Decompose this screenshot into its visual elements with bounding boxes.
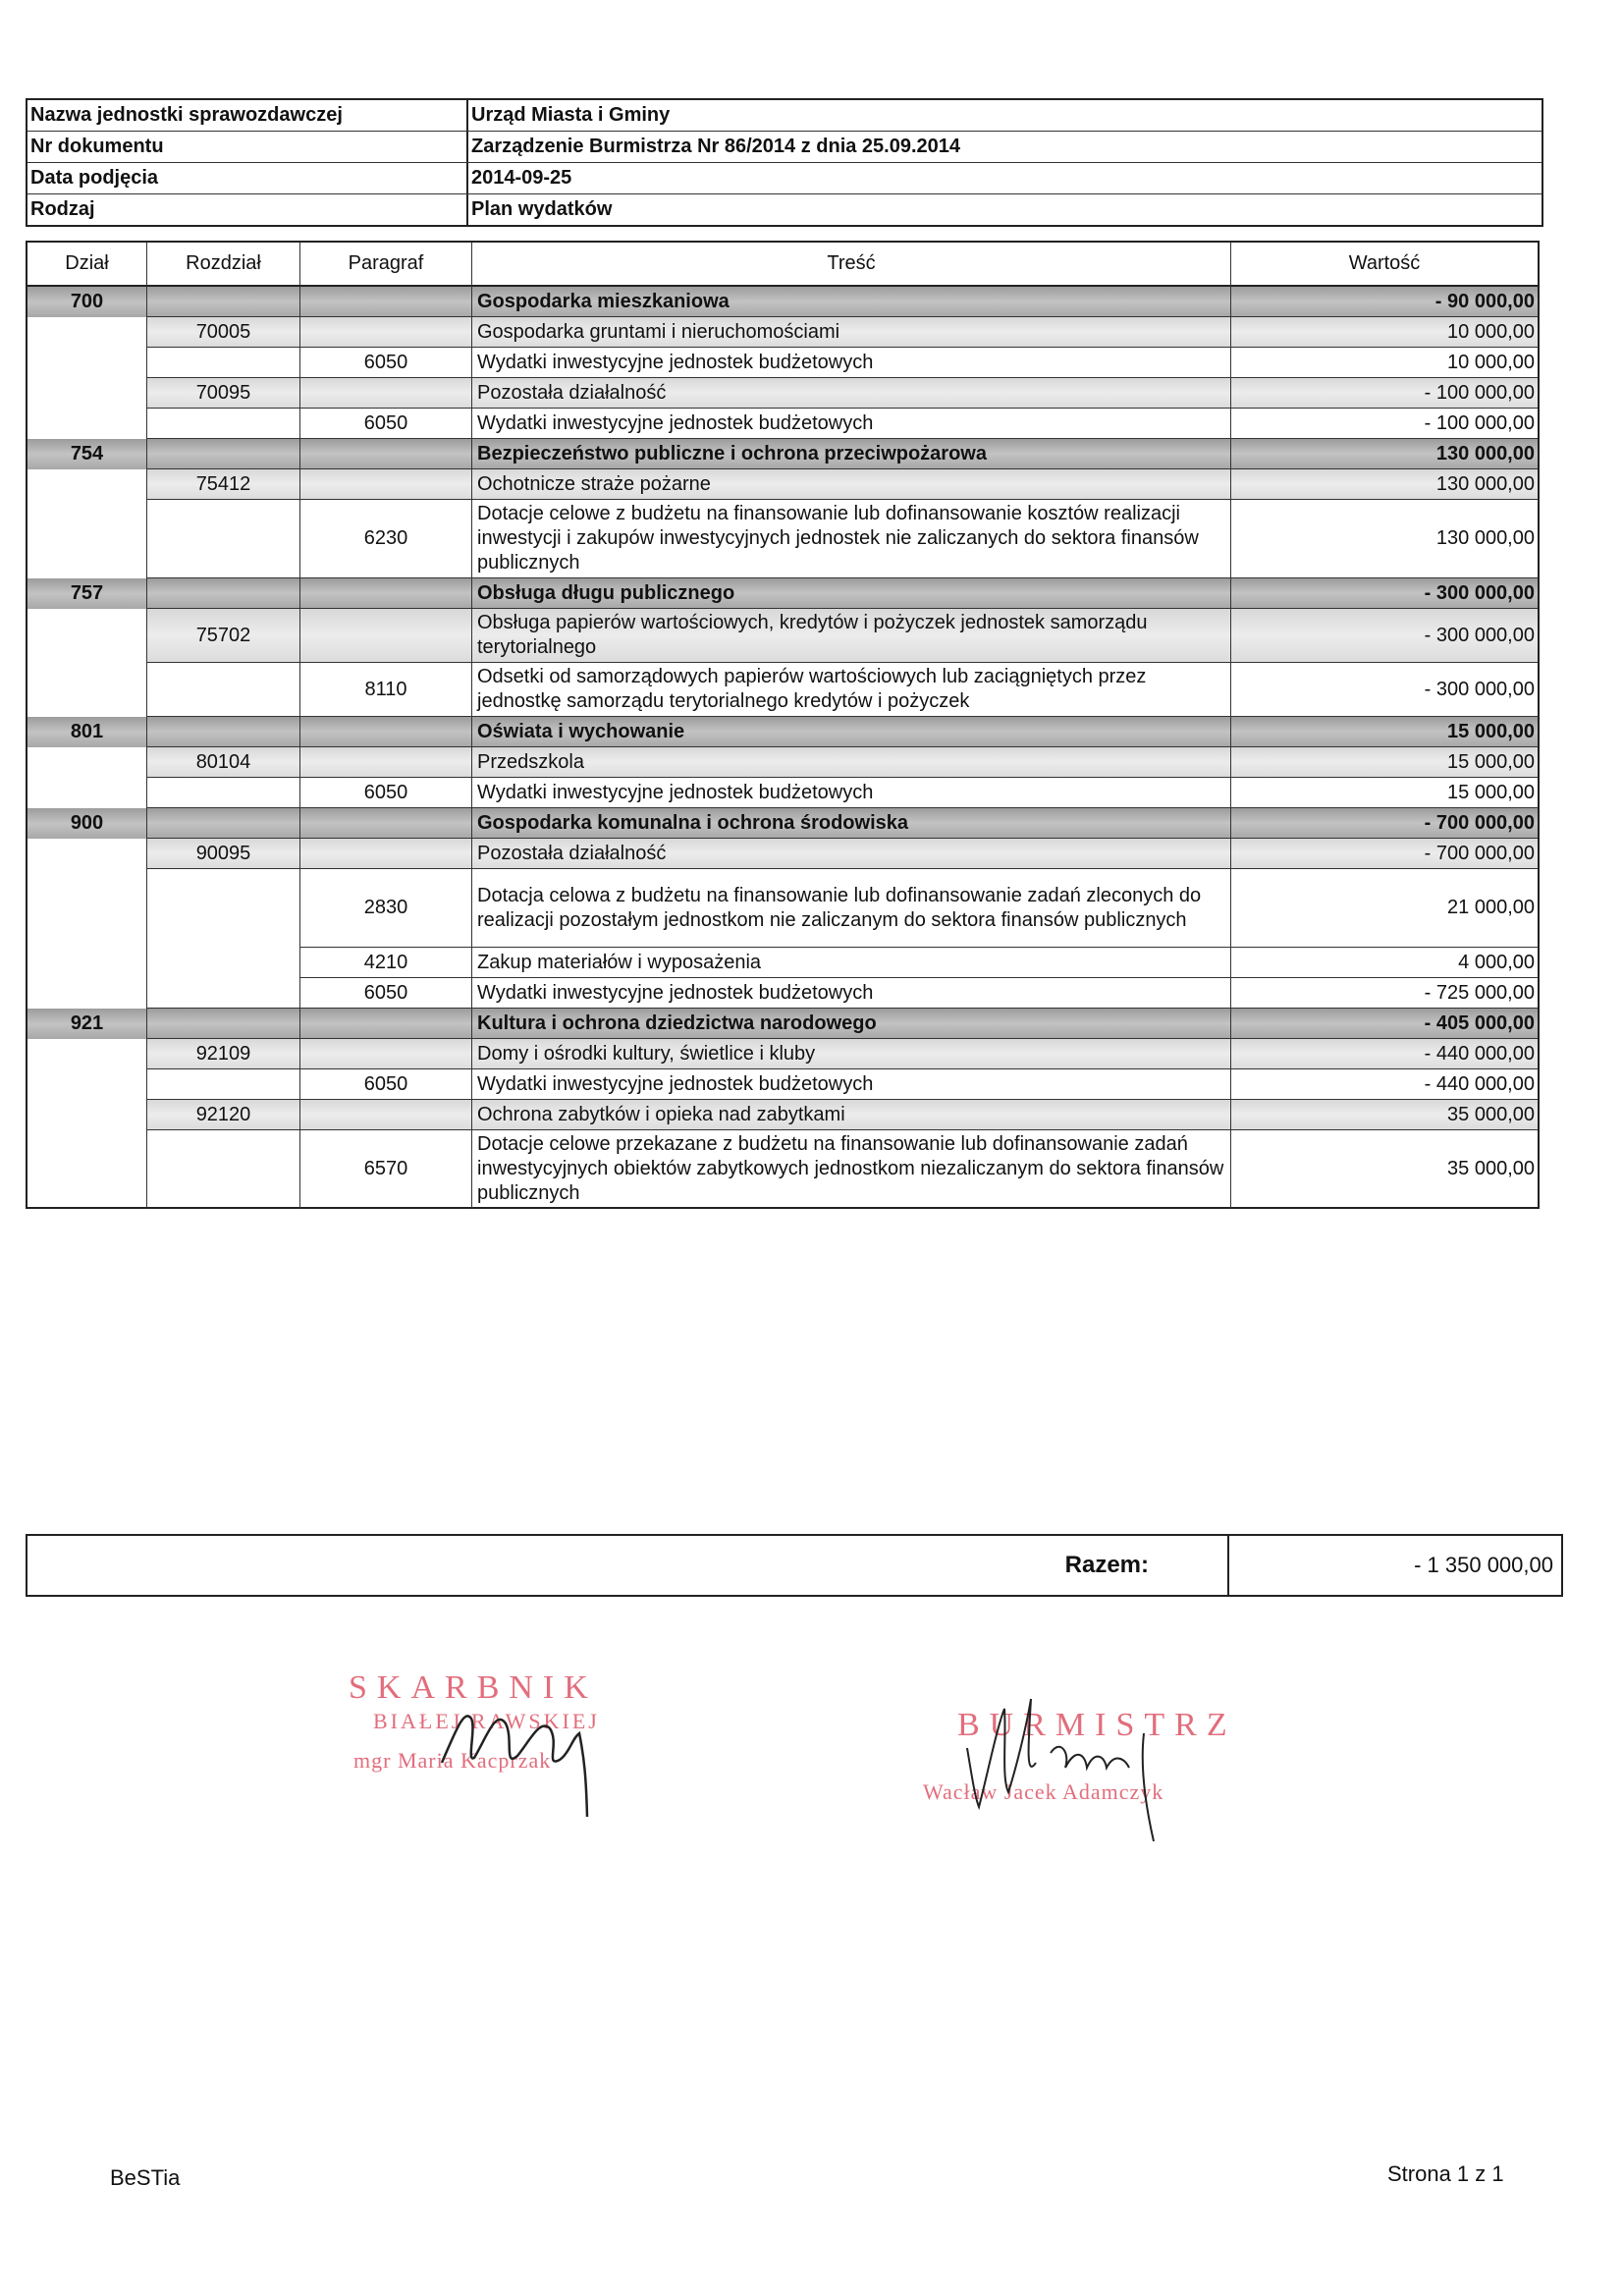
cell-tresc: Dotacje celowe z budżetu na finansowanie lub dofinansowanie kosztów realizacji inwestycji i zakupów inwestycyjnych jednostek nie zaliczanych do sektora finansów publicznych [472, 500, 1231, 578]
treasurer-stamp-subtitle: BIAŁEJ RAWSKIEJ [373, 1709, 600, 1733]
cell-rozdzial: 75702 [147, 609, 300, 663]
cell-tresc: Pozostała działalność [472, 378, 1231, 409]
cell-tresc: Obsługa długu publicznego [472, 578, 1231, 609]
cell-wartosc: 15 000,00 [1231, 747, 1538, 778]
cell-rozdzial [147, 778, 300, 808]
table-header [26, 241, 1540, 287]
cell-dzial [27, 1130, 147, 1209]
cell-paragraf [300, 747, 472, 778]
cell-paragraf [300, 378, 472, 409]
cell-paragraf [300, 609, 472, 663]
table-row-roz [26, 317, 1540, 348]
cell-rozdzial: 92109 [147, 1039, 300, 1069]
cell-rozdzial [147, 663, 300, 717]
cell-tresc: Domy i ośrodki kultury, świetlice i kluby [472, 1039, 1231, 1069]
info-value: Urząd Miasta i Gminy [471, 104, 671, 126]
cell-dzial: 754 [27, 439, 147, 469]
cell-rozdzial [147, 717, 300, 747]
table-body [26, 287, 1540, 1209]
cell-rozdzial [147, 978, 300, 1009]
cell-tresc: Odsetki od samorządowych papierów wartościowych lub zaciągniętych przez jednostkę samorządu terytorialnego kredytów i pożyczek [472, 663, 1231, 717]
treasurer-stamp [349, 1669, 633, 1817]
info-value: Zarządzenie Burmistrza Nr 86/2014 z dnia 25.09.2014 [471, 136, 961, 157]
cell-paragraf [300, 1039, 472, 1069]
cell-paragraf [300, 317, 472, 348]
column-header-rozdzial: Rozdział [147, 243, 300, 287]
cell-tresc: Wydatki inwestycyjne jednostek budżetowych [472, 778, 1231, 808]
table-row-par [26, 409, 1540, 439]
cell-tresc: Gospodarka gruntami i nieruchomościami [472, 317, 1231, 348]
cell-dzial [27, 609, 147, 663]
footer-page-number: Strona 1 z 1 [1387, 2161, 1504, 2186]
cell-tresc: Oświata i wychowanie [472, 717, 1231, 747]
info-value: 2014-09-25 [471, 167, 572, 189]
cell-rozdzial: 90095 [147, 839, 300, 869]
cell-wartosc: 130 000,00 [1231, 500, 1538, 578]
cell-dzial [27, 869, 147, 948]
cell-dzial [27, 317, 147, 348]
cell-paragraf: 4210 [300, 948, 472, 978]
cell-wartosc: - 700 000,00 [1231, 839, 1538, 869]
table-row-dzial [26, 578, 1540, 609]
cell-paragraf [300, 439, 472, 469]
treasurer-stamp-name: mgr Maria Kacprzak [353, 1748, 552, 1773]
cell-dzial [27, 500, 147, 578]
cell-dzial: 757 [27, 578, 147, 609]
cell-rozdzial [147, 948, 300, 978]
cell-wartosc: - 405 000,00 [1231, 1009, 1538, 1039]
treasurer-stamp-title: SKARBNIK [349, 1669, 598, 1706]
cell-dzial [27, 409, 147, 439]
table-row-dzial [26, 808, 1540, 839]
cell-dzial [27, 747, 147, 778]
cell-paragraf [300, 578, 472, 609]
cell-paragraf: 6050 [300, 409, 472, 439]
treasurer-signature [349, 1669, 633, 1817]
mayor-stamp [918, 1669, 1242, 1841]
table-row-roz [26, 378, 1540, 409]
cell-rozdzial [147, 287, 300, 317]
cell-paragraf [300, 1100, 472, 1130]
cell-wartosc: - 300 000,00 [1231, 609, 1538, 663]
cell-tresc: Gospodarka mieszkaniowa [472, 287, 1231, 317]
cell-dzial [27, 978, 147, 1009]
table-row-par [26, 1130, 1540, 1209]
cell-dzial [27, 663, 147, 717]
cell-rozdzial [147, 348, 300, 378]
cell-paragraf [300, 808, 472, 839]
table-row-roz [26, 1100, 1540, 1130]
table-row-dzial [26, 287, 1540, 317]
column-header-tresc: Treść [472, 243, 1231, 287]
cell-wartosc: - 100 000,00 [1231, 378, 1538, 409]
table-row-par [26, 348, 1540, 378]
cell-rozdzial: 80104 [147, 747, 300, 778]
cell-dzial [27, 1069, 147, 1100]
document-info-table [26, 98, 1543, 227]
cell-wartosc: 130 000,00 [1231, 469, 1538, 500]
cell-paragraf [300, 717, 472, 747]
column-header-dzial: Dział [27, 243, 147, 287]
table-row-dzial [26, 439, 1540, 469]
cell-wartosc: - 440 000,00 [1231, 1069, 1538, 1100]
total-value: - 1 350 000,00 [1414, 1553, 1553, 1577]
cell-rozdzial [147, 500, 300, 578]
info-row-type [27, 194, 1542, 225]
cell-dzial: 900 [27, 808, 147, 839]
cell-wartosc: - 700 000,00 [1231, 808, 1538, 839]
table-row-roz [26, 469, 1540, 500]
cell-tresc: Pozostała działalność [472, 839, 1231, 869]
table-row-roz [26, 839, 1540, 869]
cell-paragraf: 6230 [300, 500, 472, 578]
table-row-dzial [26, 717, 1540, 747]
cell-rozdzial: 92120 [147, 1100, 300, 1130]
table-row-dzial [26, 1009, 1540, 1039]
info-row-document [27, 132, 1542, 163]
budget-table [26, 241, 1540, 1209]
column-header-paragraf: Paragraf [300, 243, 472, 287]
cell-dzial [27, 1100, 147, 1130]
cell-wartosc: 15 000,00 [1231, 717, 1538, 747]
total-row [26, 1534, 1563, 1597]
cell-wartosc: - 300 000,00 [1231, 663, 1538, 717]
cell-dzial [27, 469, 147, 500]
info-label: Rodzaj [27, 194, 468, 225]
cell-tresc: Obsługa papierów wartościowych, kredytów i pożyczek jednostek samorządu terytorialnego [472, 609, 1231, 663]
table-row-roz [26, 1039, 1540, 1069]
footer-software-name: BeSTia [110, 2165, 181, 2190]
cell-tresc: Ochrona zabytków i opieka nad zabytkami [472, 1100, 1231, 1130]
table-row-roz [26, 747, 1540, 778]
cell-rozdzial [147, 869, 300, 948]
cell-paragraf: 2830 [300, 869, 472, 948]
cell-paragraf: 6570 [300, 1130, 472, 1209]
table-row-par [26, 978, 1540, 1009]
cell-dzial [27, 378, 147, 409]
info-row-date [27, 163, 1542, 194]
cell-rozdzial [147, 1069, 300, 1100]
table-row-par [26, 1069, 1540, 1100]
table-row-par [26, 778, 1540, 808]
cell-tresc: Ochotnicze straże pożarne [472, 469, 1231, 500]
table-row-par [26, 869, 1540, 948]
cell-paragraf: 6050 [300, 1069, 472, 1100]
column-header-wartosc: Wartość [1231, 243, 1538, 287]
cell-paragraf: 8110 [300, 663, 472, 717]
mayor-signature [918, 1669, 1242, 1841]
cell-paragraf [300, 287, 472, 317]
cell-tresc: Gospodarka komunalna i ochrona środowiska [472, 808, 1231, 839]
cell-rozdzial [147, 578, 300, 609]
cell-rozdzial [147, 1009, 300, 1039]
cell-tresc: Wydatki inwestycyjne jednostek budżetowych [472, 978, 1231, 1009]
cell-wartosc: 15 000,00 [1231, 778, 1538, 808]
cell-tresc: Przedszkola [472, 747, 1231, 778]
cell-rozdzial: 70095 [147, 378, 300, 409]
cell-tresc: Kultura i ochrona dziedzictwa narodowego [472, 1009, 1231, 1039]
cell-paragraf [300, 839, 472, 869]
info-row-unit [27, 100, 1542, 132]
mayor-stamp-name: Wacław Jacek Adamczyk [923, 1779, 1164, 1804]
info-label: Nr dokumentu [27, 132, 468, 162]
cell-dzial [27, 778, 147, 808]
cell-paragraf [300, 1009, 472, 1039]
cell-wartosc: - 725 000,00 [1231, 978, 1538, 1009]
cell-rozdzial: 70005 [147, 317, 300, 348]
cell-dzial: 921 [27, 1009, 147, 1039]
cell-wartosc: 4 000,00 [1231, 948, 1538, 978]
cell-wartosc: - 90 000,00 [1231, 287, 1538, 317]
cell-wartosc: 10 000,00 [1231, 348, 1538, 378]
cell-tresc: Zakup materiałów i wyposażenia [472, 948, 1231, 978]
cell-rozdzial [147, 1130, 300, 1209]
cell-dzial [27, 948, 147, 978]
cell-dzial: 700 [27, 287, 147, 317]
cell-dzial: 801 [27, 717, 147, 747]
cell-wartosc: 35 000,00 [1231, 1100, 1538, 1130]
cell-rozdzial: 75412 [147, 469, 300, 500]
cell-rozdzial [147, 409, 300, 439]
cell-dzial [27, 348, 147, 378]
cell-tresc: Wydatki inwestycyjne jednostek budżetowych [472, 348, 1231, 378]
cell-tresc: Wydatki inwestycyjne jednostek budżetowych [472, 1069, 1231, 1100]
cell-rozdzial [147, 439, 300, 469]
cell-wartosc: 130 000,00 [1231, 439, 1538, 469]
cell-paragraf: 6050 [300, 348, 472, 378]
cell-paragraf: 6050 [300, 978, 472, 1009]
cell-wartosc: 35 000,00 [1231, 1130, 1538, 1209]
mayor-stamp-title: BURMISTRZ [957, 1707, 1237, 1743]
info-label: Data podjęcia [27, 163, 468, 193]
total-label: Razem: [27, 1536, 1229, 1595]
cell-wartosc: - 440 000,00 [1231, 1039, 1538, 1069]
cell-tresc: Wydatki inwestycyjne jednostek budżetowych [472, 409, 1231, 439]
info-label: Nazwa jednostki sprawozdawczej [27, 100, 468, 131]
cell-wartosc: 10 000,00 [1231, 317, 1538, 348]
info-value: Plan wydatków [471, 198, 613, 220]
cell-dzial [27, 1039, 147, 1069]
cell-paragraf [300, 469, 472, 500]
cell-wartosc: 21 000,00 [1231, 869, 1538, 948]
cell-paragraf: 6050 [300, 778, 472, 808]
cell-tresc: Bezpieczeństwo publiczne i ochrona przeciwpożarowa [472, 439, 1231, 469]
table-row-roz [26, 609, 1540, 663]
cell-dzial [27, 839, 147, 869]
cell-tresc: Dotacja celowa z budżetu na finansowanie lub dofinansowanie zadań zleconych do realizacji pozostałym jednostkom nie zaliczanym do sektora finansów publicznych [472, 869, 1231, 948]
cell-wartosc: - 300 000,00 [1231, 578, 1538, 609]
table-row-par [26, 663, 1540, 717]
cell-tresc: Dotacje celowe przekazane z budżetu na finansowanie lub dofinansowanie zadań inwestycyjnych obiektów zabytkowych jednostkom niezaliczanym do sektora finansów publicznych [472, 1130, 1231, 1209]
table-row-par [26, 948, 1540, 978]
cell-wartosc: - 100 000,00 [1231, 409, 1538, 439]
cell-rozdzial [147, 808, 300, 839]
table-row-par [26, 500, 1540, 578]
